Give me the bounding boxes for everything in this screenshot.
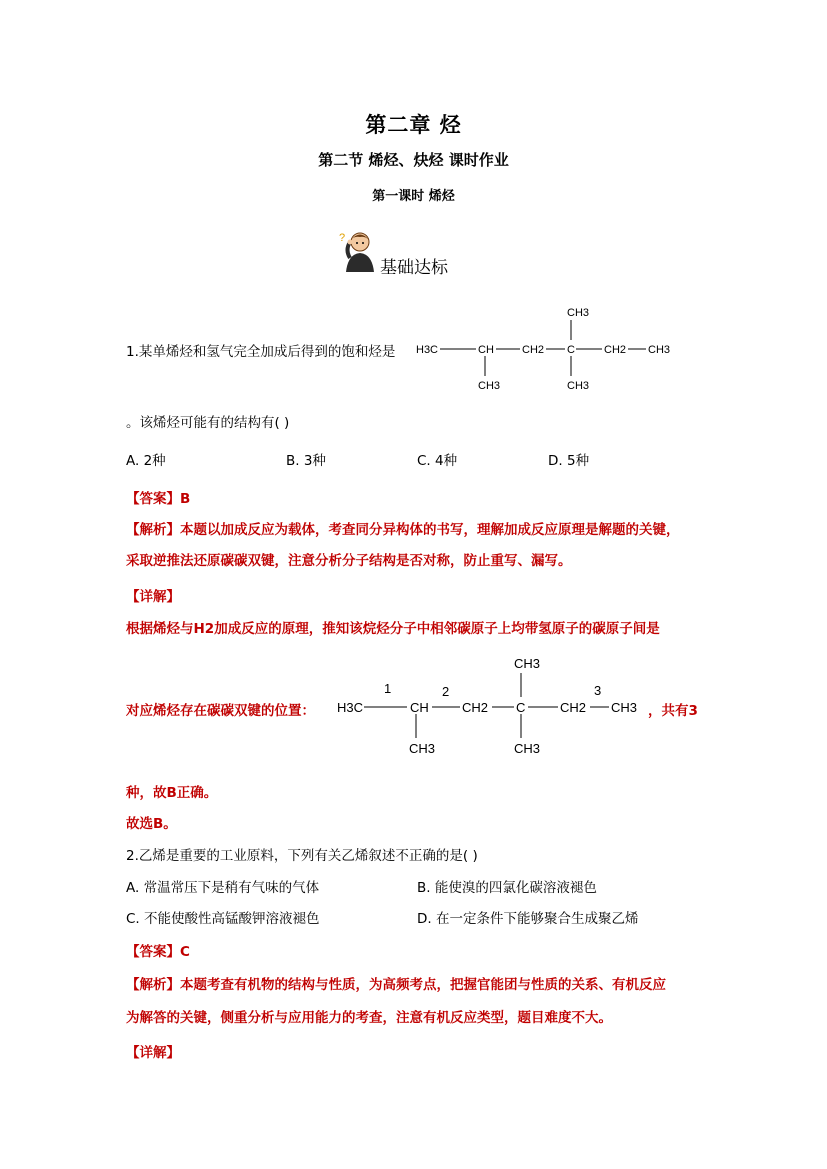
methyl-bottom-c-label-2: CH3 (514, 741, 541, 756)
q1-detail-line2-tail: ，共有3 (648, 703, 698, 719)
quat-label: C (567, 344, 575, 356)
left-end-label: H3C (416, 344, 439, 356)
q2-analysis-line1: 【解析】本题考查有机物的结构与性质，为高频考点，把握官能团与性质的关系、有机反应 (126, 977, 666, 993)
quat-label-2: C (516, 700, 526, 715)
methyl-bottom-ch-label-2: CH3 (409, 741, 436, 756)
q2-option-b: B. 能使溴的四氯化碳溶液褪色 (417, 880, 597, 896)
q1-detail-line2: 对应烯烃存在碳碳双键的位置： (126, 703, 315, 719)
q1-answer: 【答案】B (126, 491, 191, 507)
q1-option-c: C. 4种 (417, 453, 458, 469)
q1-option-d: D. 5种 (548, 453, 590, 469)
q1-option-b: B. 3种 (286, 453, 326, 469)
bond-number-3: 3 (594, 683, 602, 698)
q1-stem-part1: 1.某单烯烃和氢气完全加成后得到的饱和烃是 (126, 344, 396, 360)
right-end-label-2: CH3 (611, 700, 638, 715)
structure-formula-1 (412, 300, 682, 395)
methyl-top-label-2: CH3 (514, 656, 541, 671)
q2-answer: 【答案】C (126, 944, 190, 960)
ch2a-label-2: CH2 (462, 700, 489, 715)
q1-option-a: A. 2种 (126, 453, 166, 469)
q1-detail-line1: 根据烯烃与H2加成反应的原理，推知该烷烃分子中相邻碳原子上均带氢原子的碳原子间是 (126, 621, 660, 637)
bond-number-2: 2 (442, 684, 450, 699)
right-end-label: CH3 (648, 344, 671, 356)
methyl-top-label: CH3 (567, 307, 590, 319)
q2-analysis-line2: 为解答的关键，侧重分析与应用能力的考查，注意有机反应类型，题目难度不大。 (126, 1010, 612, 1026)
left-end-label-2: H3C (337, 700, 364, 715)
chapter-title: 第二章 烃 (365, 112, 462, 137)
q1-analysis-line1: 【解析】本题以加成反应为载体，考查同分异构体的书写，理解加成反应原理是解题的关键， (126, 522, 680, 538)
section-title: 第二节 烯烃、炔烃 课时作业 (318, 151, 509, 169)
q1-detail-line4: 故选B。 (126, 816, 177, 832)
q2-stem: 2.乙烯是重要的工业原料，下列有关乙烯叙述不正确的是( ) (126, 848, 478, 864)
q1-analysis-line2: 采取逆推法还原碳碳双键，注意分析分子结构是否对称，防止重写、漏写。 (126, 553, 572, 569)
q2-option-c: C. 不能使酸性高锰酸钾溶液褪色 (126, 911, 320, 927)
thinking-student-icon (338, 228, 382, 272)
ch2b-label: CH2 (604, 344, 627, 356)
q2-option-d: D. 在一定条件下能够聚合生成聚乙烯 (417, 911, 639, 927)
section-badge-label: 基础达标 (380, 258, 448, 278)
ch2b-label-2: CH2 (560, 700, 587, 715)
methyl-bottom-c-label: CH3 (567, 380, 590, 392)
ch2a-label: CH2 (522, 344, 545, 356)
ch-label-2: CH (410, 700, 429, 715)
ch-label: CH (478, 344, 494, 356)
q1-detail-line3: 种，故B正确。 (126, 785, 218, 801)
bond-number-1: 1 (384, 681, 392, 696)
svg-text:?: ? (339, 232, 346, 244)
q2-option-a: A. 常温常压下是稍有气味的气体 (126, 880, 320, 896)
methyl-bottom-ch-label: CH3 (478, 380, 501, 392)
structure-formula-2 (334, 651, 646, 761)
q1-stem-part2: 。该烯烃可能有的结构有( ) (126, 415, 290, 431)
q1-detail-title: 【详解】 (126, 589, 180, 605)
q2-detail-title: 【详解】 (126, 1045, 180, 1061)
lesson-title: 第一课时 烯烃 (372, 189, 455, 204)
